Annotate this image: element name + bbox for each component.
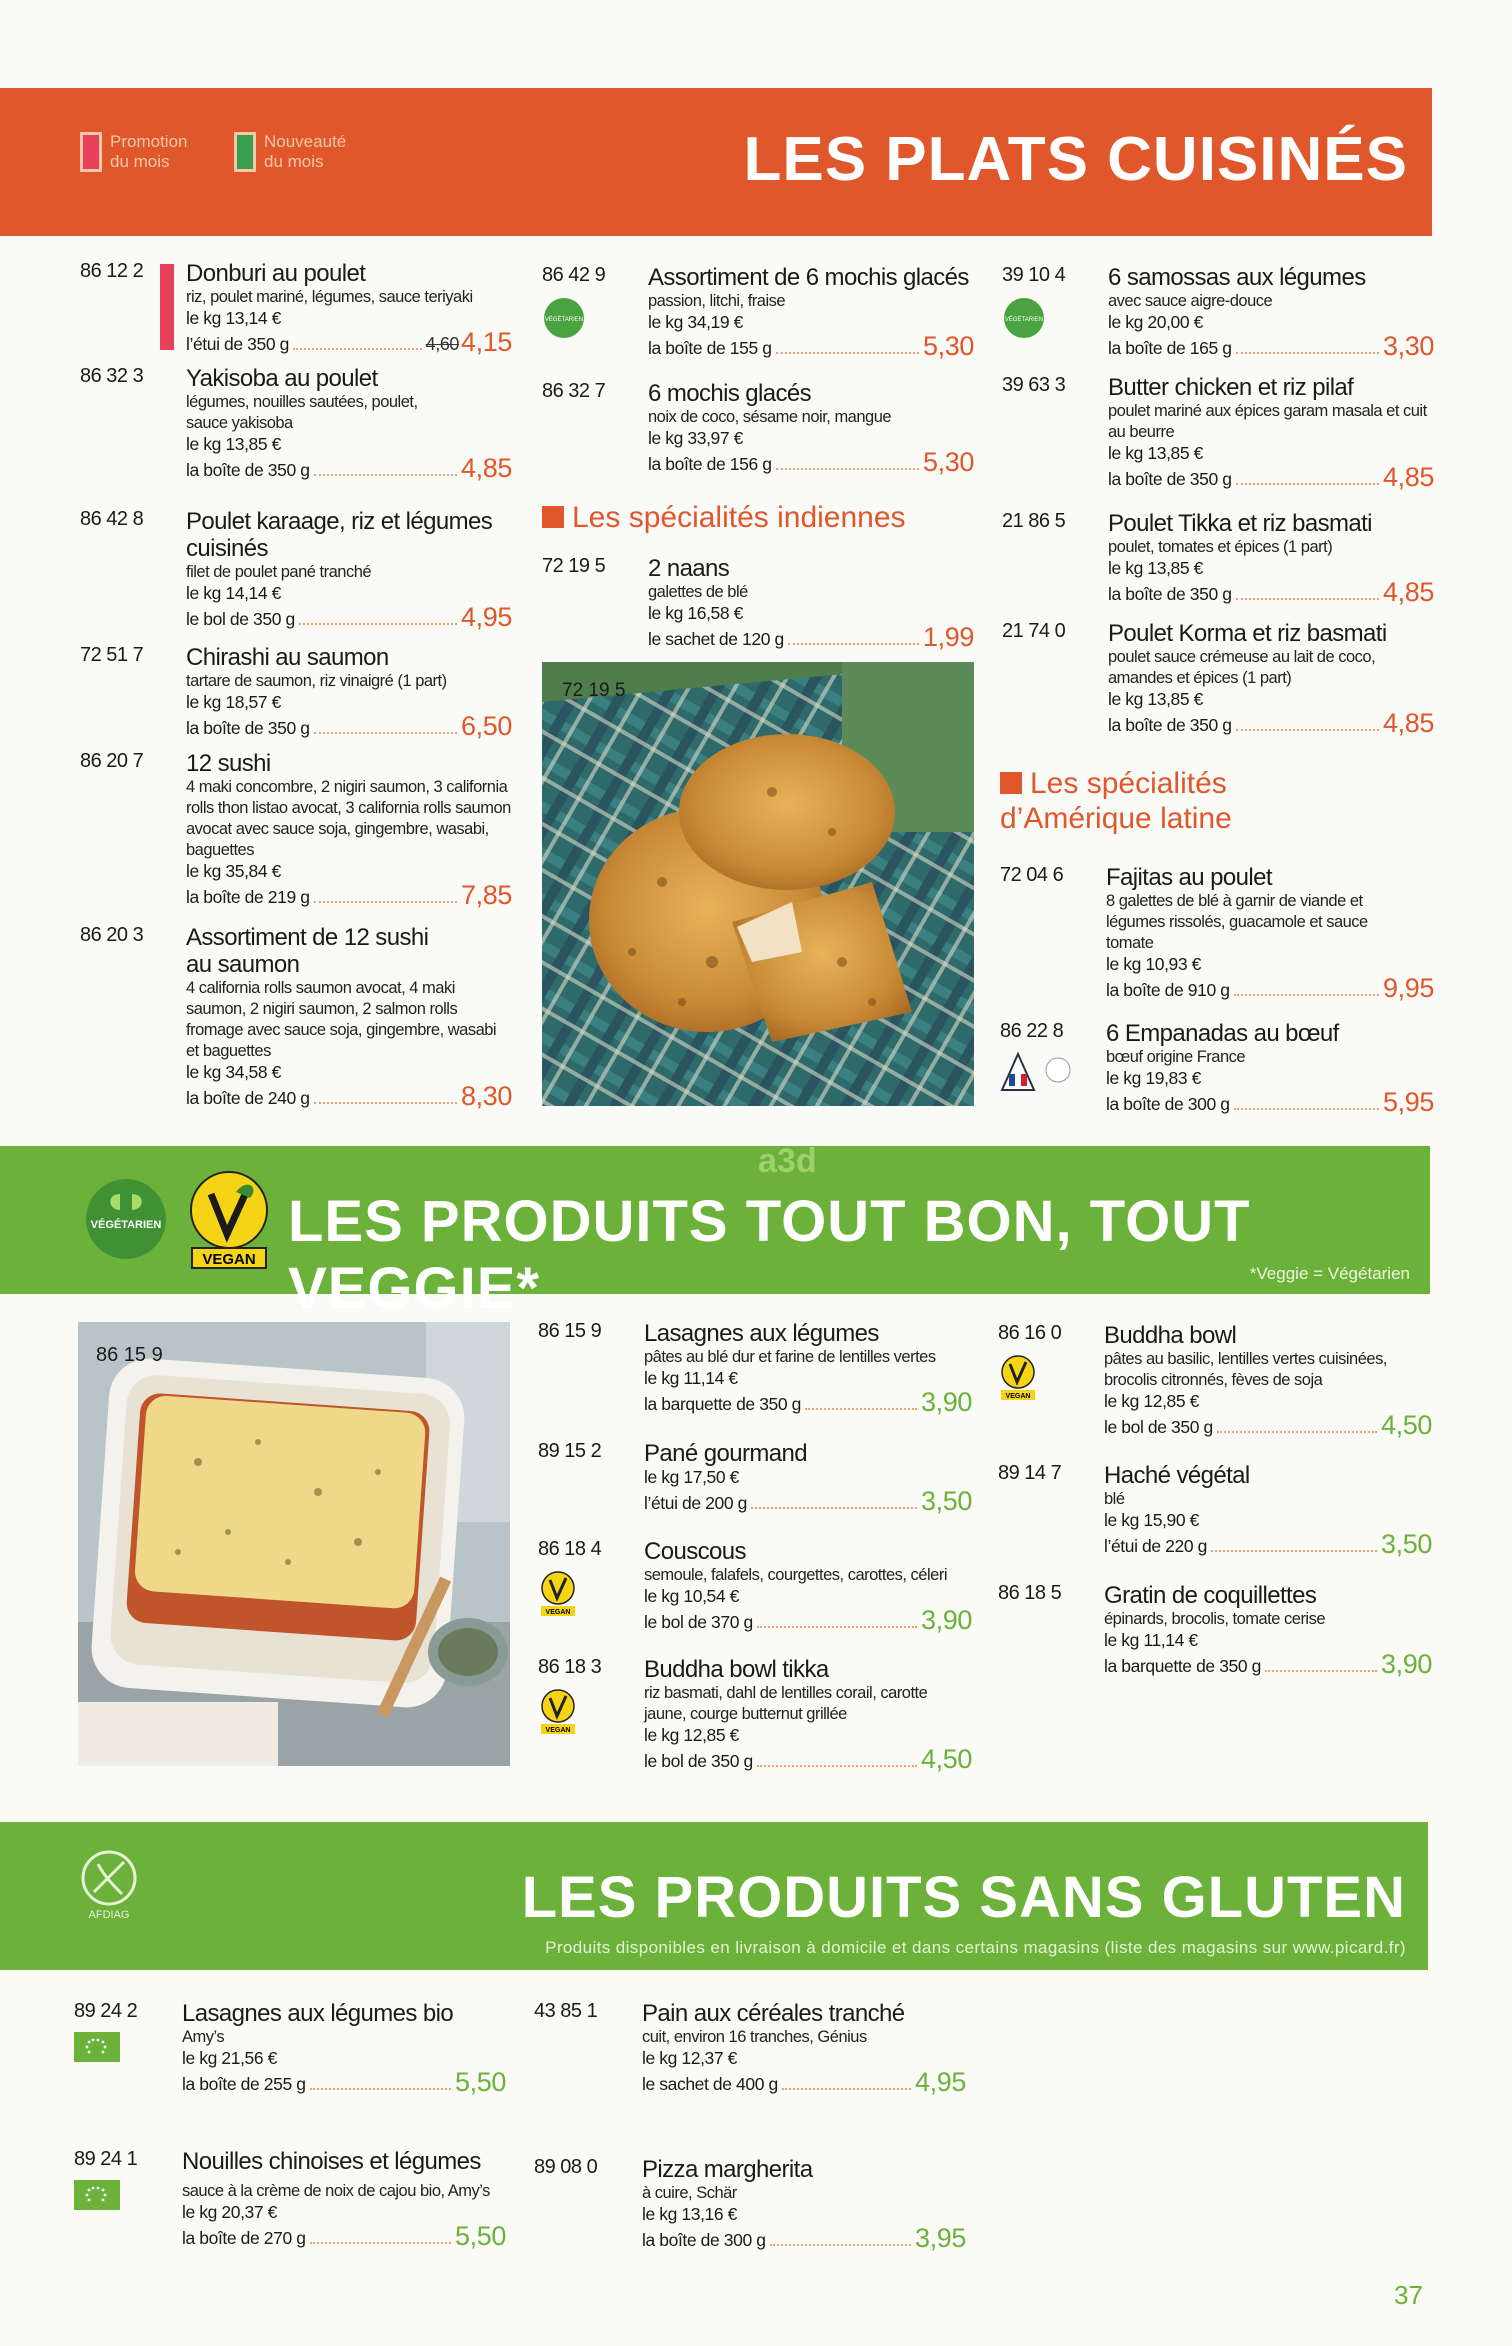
product-desc: riz, poulet mariné, légumes, sauce teriyaki [186,288,473,306]
pack-size: la boîte de 350 g [186,460,310,480]
section-title-plats: LES PLATS CUISINÉS [743,125,1408,194]
afdiag-logo [74,1846,144,1935]
price: 4,85 [1383,708,1434,738]
veggie-note: *Veggie = Végétarien [1249,1264,1410,1283]
product-name: Poulet karaage, riz et légumes cuisinés [186,508,493,562]
price: 4,95 [915,2067,966,2097]
product-desc: cuit, environ 16 tranches, Génius [642,2028,867,2046]
price-per-kg: le kg 11,14 € [644,1368,738,1388]
product-name: 6 mochis glacés [648,380,812,407]
section-indiennes [542,500,906,535]
product-code: 86 32 3 [80,365,144,387]
product-name: Poulet Korma et riz basmati [1108,620,1387,647]
product-code: 86 15 9 [538,1320,602,1342]
product-code: 86 16 0 [998,1322,1062,1344]
product-desc: à cuire, Schär [642,2184,737,2202]
price: 3,30 [1383,331,1434,361]
product-code: 89 14 7 [998,1462,1062,1484]
product-name: 12 sushi [186,750,271,777]
section-title-veggie: LES PRODUITS TOUT BON, TOUT VEGGIE* [288,1189,1251,1321]
pack-size: la boîte de 240 g [186,1088,310,1108]
section-square [1000,772,1022,794]
watermark: a3d [758,1142,817,1180]
price: 4,85 [1383,577,1434,607]
price-per-kg: le kg 20,00 € [1108,312,1204,332]
price-per-kg: le kg 10,54 € [644,1586,740,1606]
product-name: Yakisoba au poulet [186,365,378,392]
price-per-kg: le kg 19,83 € [1106,1068,1202,1088]
product-desc: poulet, tomates et épices (1 part) [1108,538,1333,556]
pack-size: la boîte de 300 g [1106,1094,1230,1114]
price: 4,85 [461,453,512,483]
product-desc: 8 galettes de blé à garnir de viande et légumes rissolés, guacamole et sauce tomate [1106,892,1368,952]
price-per-kg: le kg 10,93 € [1106,954,1202,974]
price-per-kg: le kg 33,97 € [648,428,744,448]
vegan-badge-text: VEGAN [545,1609,571,1616]
bio-eu-icon [74,2180,120,2215]
price-per-kg: le kg 18,57 € [186,692,282,712]
product-code: 86 32 7 [542,380,606,402]
section-title-gluten: LES PRODUITS SANS GLUTEN [521,1865,1406,1930]
vegetarien-logo [76,1174,176,1269]
pack-size: le bol de 350 g [1104,1417,1213,1437]
product-code: 86 18 4 [538,1538,602,1560]
price: 5,50 [455,2221,506,2251]
price-per-kg: le kg 15,90 € [1104,1510,1200,1530]
product-name: Fajitas au poulet [1106,864,1272,891]
product-desc: sauce à la crème de noix de cajou bio, Amy’s [182,2182,490,2200]
product-name: Butter chicken et riz pilaf [1108,374,1354,401]
price-per-kg: le kg 13,85 € [1108,689,1204,709]
section-amerique [1000,766,1240,836]
section-indiennes-title: Les spécialités indiennes [572,501,906,534]
price: 7,85 [461,880,512,910]
product-desc: 4 california rolls saumon avocat, 4 maki saumon, 2 nigiri saumon, 2 salmon rolls fromage avec sauce soja, gingembre, wasabi et baguettes [186,979,497,1060]
lasagne-photo [78,1322,510,1766]
vegetarien-badge [542,296,586,345]
product-name: Buddha bowl tikka [644,1656,829,1683]
product-code: 43 85 1 [534,2000,598,2022]
price-per-kg: le kg 21,56 € [182,2048,278,2068]
pack-size: le bol de 350 g [186,609,295,629]
product-code: 72 19 5 [542,555,606,577]
price-per-kg: le kg 13,16 € [642,2204,738,2224]
price: 3,90 [1381,1649,1432,1679]
sans-gluten-band [0,1822,1428,1970]
pack-size: la barquette de 350 g [644,1394,802,1414]
pack-size: la boîte de 350 g [1108,469,1232,489]
price: 5,95 [1383,1087,1434,1117]
price-per-kg: le kg 12,85 € [644,1725,740,1745]
product-name: Pain aux céréales tranché [642,2000,905,2027]
price-per-kg: le kg 13,14 € [186,308,282,328]
pack-size: la boîte de 350 g [186,718,310,738]
product-code: 89 15 2 [538,1440,602,1462]
product-name: Assortiment de 12 sushi au saumon [186,924,429,978]
price: 3,90 [921,1605,972,1635]
product-desc: passion, litchi, fraise [648,292,786,310]
price-per-kg: le kg 12,37 € [642,2048,738,2068]
price-per-kg: le kg 11,14 € [1104,1630,1198,1650]
legend-promo-text: Promotion du mois [110,132,188,171]
product-desc: filet de poulet pané tranché [186,563,372,581]
plats-cuisines-band [0,88,1432,236]
origin-france-icon [1000,1052,1076,1097]
vegan-badge-text: VEGAN [1005,1393,1031,1400]
vegan-badge [998,1354,1038,1407]
product-code: 39 63 3 [1002,374,1066,396]
photo-code: 86 15 9 [96,1344,163,1366]
product-desc: Amy’s [182,2028,225,2046]
vegan-badge-text: VEGAN [545,1727,571,1734]
pack-size: la boîte de 270 g [182,2228,306,2248]
product-name: Pizza margherita [642,2156,813,2183]
vegetarien-badge-text: VÉGÉTARIEN [1004,317,1044,323]
product-code: 21 74 0 [1002,620,1066,642]
veggie-band [0,1142,1430,1321]
price-per-kg: le kg 14,14 € [186,583,282,603]
product-name: Donburi au poulet [186,260,366,287]
price: 5,30 [923,447,974,477]
pack-size: la boîte de 219 g [186,887,310,907]
product-desc: riz basmati, dahl de lentilles corail, carotte jaune, courge butternut grillée [644,1684,928,1723]
price-per-kg: le kg 34,58 € [186,1062,282,1082]
product-code: 89 24 2 [74,2000,138,2022]
pack-size: le sachet de 120 g [648,629,784,649]
product-desc: pâtes au basilic, lentilles vertes cuisinées, brocolis citronnés, fèves de soja [1104,1350,1387,1389]
product-name: Buddha bowl [1104,1322,1237,1349]
product-code: 86 42 8 [80,508,144,530]
photo-code: 72 19 5 [562,680,626,701]
page-number: 37 [1394,2280,1423,2310]
vegan-logo [186,1168,272,1277]
price-per-kg: le kg 34,19 € [648,312,744,332]
vegetarien-badge-text: VÉGÉTARIEN [544,317,584,323]
legend-promo [80,132,220,172]
promo-marker [160,264,174,350]
vegetarien-badge [1002,296,1046,345]
product-code: 72 51 7 [80,644,144,666]
product-desc: avec sauce aigre-douce [1108,292,1273,310]
product-code: 89 24 1 [74,2148,138,2170]
product-desc: bœuf origine France [1106,1048,1246,1066]
vegetarien-logo-text: VÉGÉTARIEN [90,1219,162,1231]
pack-size: la boîte de 156 g [648,454,772,474]
product-name: Haché végétal [1104,1462,1250,1489]
section-square [542,506,564,528]
new-swatch [234,132,256,172]
product-name: Chirashi au saumon [186,644,389,671]
price-per-kg: le kg 12,85 € [1104,1391,1200,1411]
product-code: 86 18 5 [998,1582,1062,1604]
price: 4,85 [1383,462,1434,492]
price: 3,95 [915,2223,966,2253]
legend-new-text: Nouveauté du mois [264,132,347,171]
product-code: 86 20 7 [80,750,144,772]
pack-size: la boîte de 910 g [1106,980,1230,1000]
pack-size: la barquette de 350 g [1104,1656,1262,1676]
product-code: 86 42 9 [542,264,606,286]
product-desc: galettes de blé [648,583,748,601]
vegan-badge [538,1570,578,1623]
price-per-kg: le kg 13,85 € [1108,558,1204,578]
product-desc: poulet sauce crémeuse au lait de coco, amandes et épices (1 part) [1108,648,1376,687]
price: 5,50 [455,2067,506,2097]
price: 8,30 [461,1081,512,1111]
price: 3,50 [1381,1529,1432,1559]
price: 3,90 [921,1387,972,1417]
product-desc: 4 maki concombre, 2 nigiri saumon, 3 california rolls thon listao avocat, 3 california rolls saumon avocat avec sauce soja, gingembre, wasabi, baguettes [186,778,511,859]
pack-size: le bol de 370 g [644,1612,753,1632]
pack-size: la boîte de 165 g [1108,338,1232,358]
product-desc: pâtes au blé dur et farine de lentilles vertes [644,1348,936,1366]
product-name: Lasagnes aux légumes bio [182,2000,454,2027]
product-code: 86 12 2 [80,260,144,282]
price-per-kg: le kg 13,85 € [186,434,282,454]
old-price: 4,60 [425,334,460,354]
product-code: 21 86 5 [1002,510,1066,532]
product-code: 86 18 3 [538,1656,602,1678]
product-desc: légumes, nouilles sautées, poulet, sauce yakisoba [186,393,418,432]
pack-size: le sachet de 400 g [642,2074,778,2094]
pack-size: la boîte de 350 g [1108,715,1232,735]
product-desc: semoule, falafels, courgettes, carottes, céleri [644,1566,947,1584]
price-per-kg: le kg 35,84 € [186,861,282,881]
legend-new [234,132,374,172]
price: 6,50 [461,711,512,741]
product-name: Gratin de coquillettes [1104,1582,1317,1609]
pack-size: la boîte de 300 g [642,2230,766,2250]
product-code: 86 22 8 [1000,1020,1064,1042]
price: 4,95 [461,602,512,632]
price: 4,50 [921,1744,972,1774]
product-name: Nouilles chinoises et légumes [182,2148,481,2175]
afdiag-logo-text: AFDIAG [88,1909,130,1921]
product-desc: noix de coco, sésame noir, mangue [648,408,892,426]
price-per-kg: le kg 13,85 € [1108,443,1204,463]
product-name: Couscous [644,1538,746,1565]
price-per-kg: le kg 20,37 € [182,2202,278,2222]
pack-size: l’étui de 350 g [186,334,289,354]
price: 3,50 [921,1486,972,1516]
price: 1,99 [923,622,974,652]
product-name: 6 Empanadas au bœuf [1106,1020,1339,1047]
product-name: Assortiment de 6 mochis glacés [648,264,969,291]
pack-size: l’étui de 220 g [1104,1536,1207,1556]
section-amerique-title: Les spécialités d’Amérique latine [1000,767,1232,835]
vegan-logo-text: VEGAN [202,1251,256,1268]
promo-swatch [80,132,102,172]
price: 4,50 [1381,1410,1432,1440]
pack-size: le bol de 350 g [644,1751,753,1771]
product-desc: poulet mariné aux épices garam masala et cuit au beurre [1108,402,1427,441]
pack-size: la boîte de 255 g [182,2074,306,2094]
price-per-kg: le kg 17,50 € [644,1467,740,1487]
pack-size: la boîte de 350 g [1108,584,1232,604]
naan-photo [542,662,974,1106]
price: 5,30 [923,331,974,361]
pack-size: la boîte de 155 g [648,338,772,358]
pack-size: l’étui de 200 g [644,1493,747,1513]
price: 4,15 [461,327,512,357]
product-name: 2 naans [648,555,730,582]
product-code: 39 10 4 [1002,264,1066,286]
product-desc: tartare de saumon, riz vinaigré (1 part) [186,672,447,690]
vegan-badge [538,1688,578,1741]
price-per-kg: le kg 16,58 € [648,603,744,623]
product-code: 72 04 6 [1000,864,1064,886]
product-code: 86 20 3 [80,924,144,946]
product-name: Poulet Tikka et riz basmati [1108,510,1372,537]
product-name: 6 samossas aux légumes [1108,264,1366,291]
product-desc: blé [1104,1490,1125,1508]
gluten-note: Produits disponibles en livraison à domicile et dans certains magasins (liste des magasins sur www.picard.fr) [545,1938,1406,1957]
price: 9,95 [1383,973,1434,1003]
product-name: Pané gourmand [644,1440,807,1467]
product-code: 89 08 0 [534,2156,598,2178]
bio-eu-icon [74,2032,120,2067]
product-name: Lasagnes aux légumes [644,1320,879,1347]
product-desc: épinards, brocolis, tomate cerise [1104,1610,1326,1628]
